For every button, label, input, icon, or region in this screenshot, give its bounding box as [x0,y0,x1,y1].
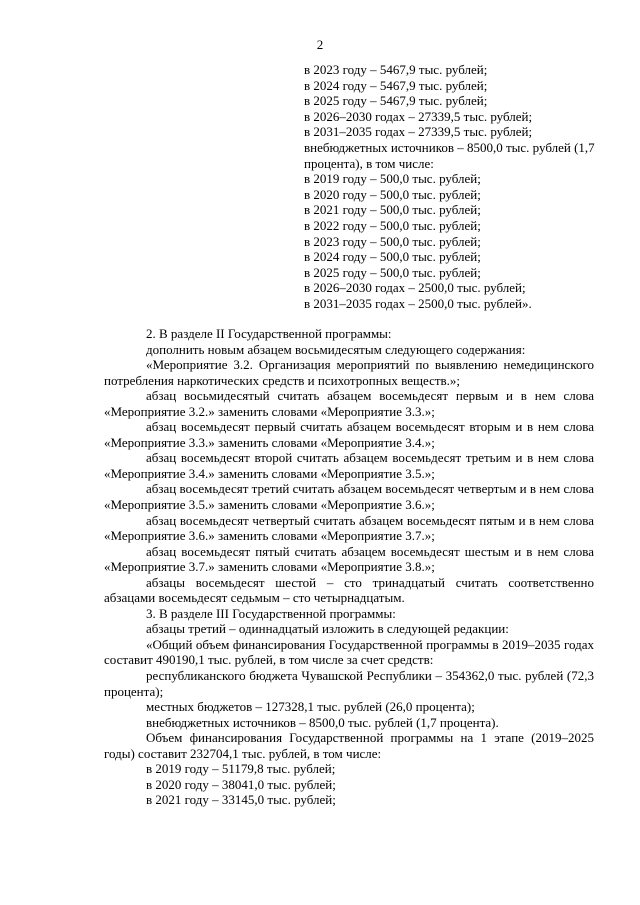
list-item: внебюджетных источников – 8500,0 тыс. рублей (1,7 процента), в том числе: [304,139,595,171]
list-item: в 2023 году – 500,0 тыс. рублей; [304,233,481,249]
paragraph: абзацы восемьдесят шестой – сто тринадцатый считать соответственно абзацами восемьдесят седьмым – сто четырнадцатым. [104,574,594,606]
financing-continuation-list [304,62,600,312]
list-item: в 2020 году – 500,0 тыс. рублей; [304,186,481,202]
section-heading: 3. В разделе III Государственной программы: [146,605,396,621]
paragraph: абзац восемьдесят пятый считать абзацем восемьдесят шестым и в нем слова «Мероприятие 3.7.» заменить словами «Мероприятие 3.8.»; [104,543,594,575]
paragraph: абзацы третий – одиннадцатый изложить в следующей редакции: [146,621,509,637]
paragraph: абзац восемьдесят четвертый считать абзацем восемьдесят пятым и в нем слова «Мероприятие 3.6.» заменить словами «Мероприятие 3.7.»; [104,512,594,544]
paragraph: абзац восьмидесятый считать абзацем восемьдесят первым и в нем слова «Мероприятие 3.2.» заменить словами «Мероприятие 3.3.»; [104,388,594,419]
paragraph: республиканского бюджета Чувашской Республики – 354362,0 тыс. рублей (72,3 процента); [104,668,594,699]
document-body [104,326,594,808]
paragraph: абзац восемьдесят первый считать абзацем восемьдесят вторым и в нем слова «Мероприятие 3.3.» заменить словами «Мероприятие 3.4.»; [104,419,594,450]
paragraph: внебюджетных источников – 8500,0 тыс. рублей (1,7 процента). [146,714,499,730]
paragraph: местных бюджетов – 127328,1 тыс. рублей (26,0 процента); [146,699,475,715]
paragraph: Объем финансирования Государственной программы на 1 этапе (2019–2025 годы) составит 232704,1 тыс. рублей, в том числе: [104,730,594,761]
list-item: в 2026–2030 годах – 2500,0 тыс. рублей; [304,280,526,296]
list-item: в 2019 году – 500,0 тыс. рублей; [304,171,481,187]
list-item: в 2022 году – 500,0 тыс. рублей; [304,217,481,233]
list-item: в 2025 году – 5467,9 тыс. рублей; [304,93,488,109]
list-item: в 2019 году – 51179,8 тыс. рублей; [146,761,336,777]
paragraph: абзац восемьдесят третий считать абзацем восемьдесят четвертым и в нем слова «Мероприятие 3.5.» заменить словами «Мероприятие 3.6.»; [104,481,594,513]
paragraph: «Мероприятие 3.2. Организация мероприятий по выявлению немедицинского потребления наркотических средств и психотропных веществ.»; [104,357,594,388]
list-item: в 2023 году – 5467,9 тыс. рублей; [304,62,488,77]
page-number: 2 [316,37,324,52]
list-item: в 2025 году – 500,0 тыс. рублей; [304,264,481,280]
list-item: в 2020 году – 38041,0 тыс. рублей; [146,776,336,792]
paragraph: «Общий объем финансирования Государственной программы в 2019–2035 годах составит 490190,1 тыс. рублей, в том числе за счет средств: [104,636,594,668]
list-item: в 2021 году – 500,0 тыс. рублей; [304,202,481,218]
list-item: в 2024 году – 5467,9 тыс. рублей; [304,77,488,93]
section-heading: 2. В разделе II Государственной программы: [146,326,392,341]
list-item: в 2031–2035 годах – 27339,5 тыс. рублей; [304,124,533,140]
list-item: в 2024 году – 500,0 тыс. рублей; [304,249,481,265]
paragraph: абзац восемьдесят второй считать абзацем восемьдесят третьим и в нем слова «Мероприятие 3.4.» заменить словами «Мероприятие 3.5.»; [104,450,594,481]
list-item: в 2031–2035 годах – 2500,0 тыс. рублей». [304,295,532,311]
paragraph: дополнить новым абзацем восьмидесятым следующего содержания: [146,341,526,357]
list-item: в 2021 году – 33145,0 тыс. рублей; [146,792,336,808]
list-item: в 2026–2030 годах – 27339,5 тыс. рублей; [304,108,533,124]
